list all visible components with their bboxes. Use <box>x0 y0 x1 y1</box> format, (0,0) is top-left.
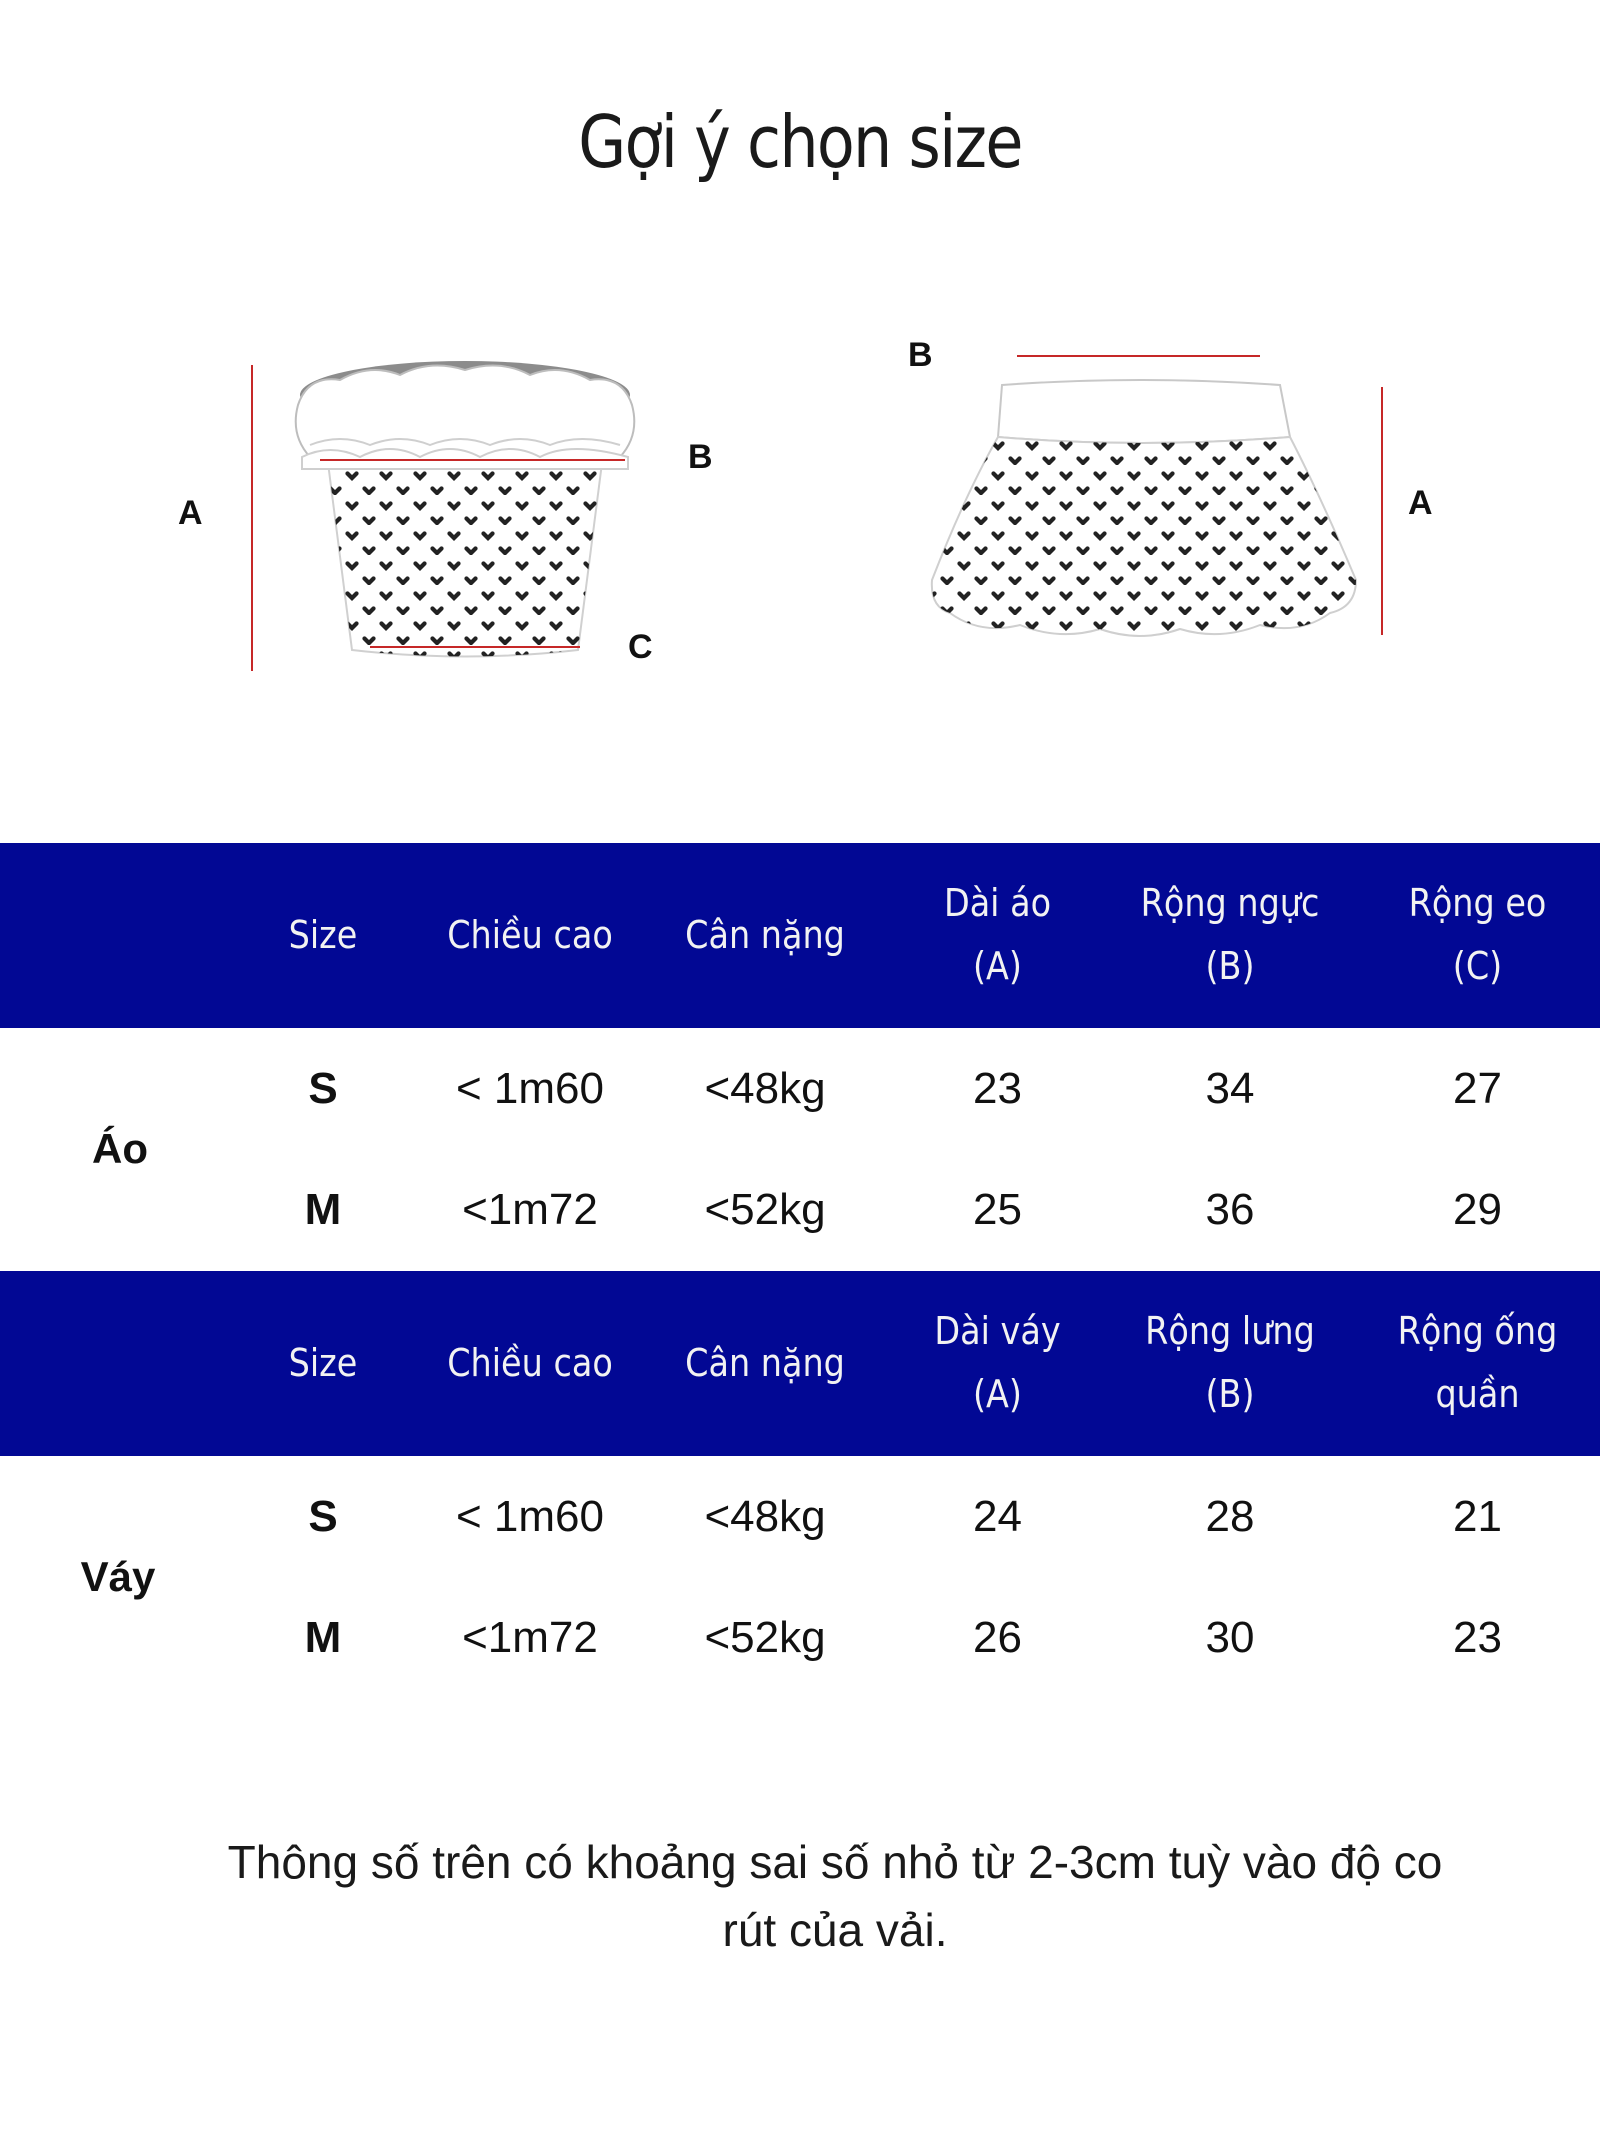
top-illustration <box>240 345 690 685</box>
header-waistband-b: Rộng lưng (B) <box>1145 1309 1315 1416</box>
skirt-illustration <box>920 345 1400 645</box>
header-chest-b: Rộng ngực (B) <box>1140 881 1320 988</box>
top-label-a: A <box>178 494 203 532</box>
header-height: Chiều cao <box>447 913 613 957</box>
top-label-c: C <box>628 628 653 666</box>
table-ao-header <box>0 843 1600 1028</box>
header-length-a: Dài áo (A) <box>943 881 1052 988</box>
header-size: Size <box>288 913 358 957</box>
header-size: Size <box>288 1341 358 1385</box>
footer-note: Thông số trên có khoảng sai số nhỏ từ 2-3cm tuỳ vào độ co rút của vải. <box>227 1836 1443 1956</box>
page-title: Gợi ý chọn size <box>578 100 1022 184</box>
top-label-b: B <box>688 438 713 476</box>
skirt-label-b: B <box>908 336 933 374</box>
header-height: Chiều cao <box>447 1341 613 1385</box>
header-length-a: Dài váy (A) <box>934 1309 1061 1416</box>
group-label-ao: Áo <box>92 1125 148 1172</box>
header-weight: Cân nặng <box>685 913 845 957</box>
group-label-vay: Váy <box>80 1553 156 1600</box>
skirt-label-a: A <box>1408 484 1433 522</box>
header-weight: Cân nặng <box>685 1341 845 1385</box>
header-waist-c: Rộng eo (C) <box>1408 881 1547 988</box>
header-leg-opening: Rộng ống quần <box>1397 1309 1558 1416</box>
table-vay-header <box>0 1271 1600 1456</box>
